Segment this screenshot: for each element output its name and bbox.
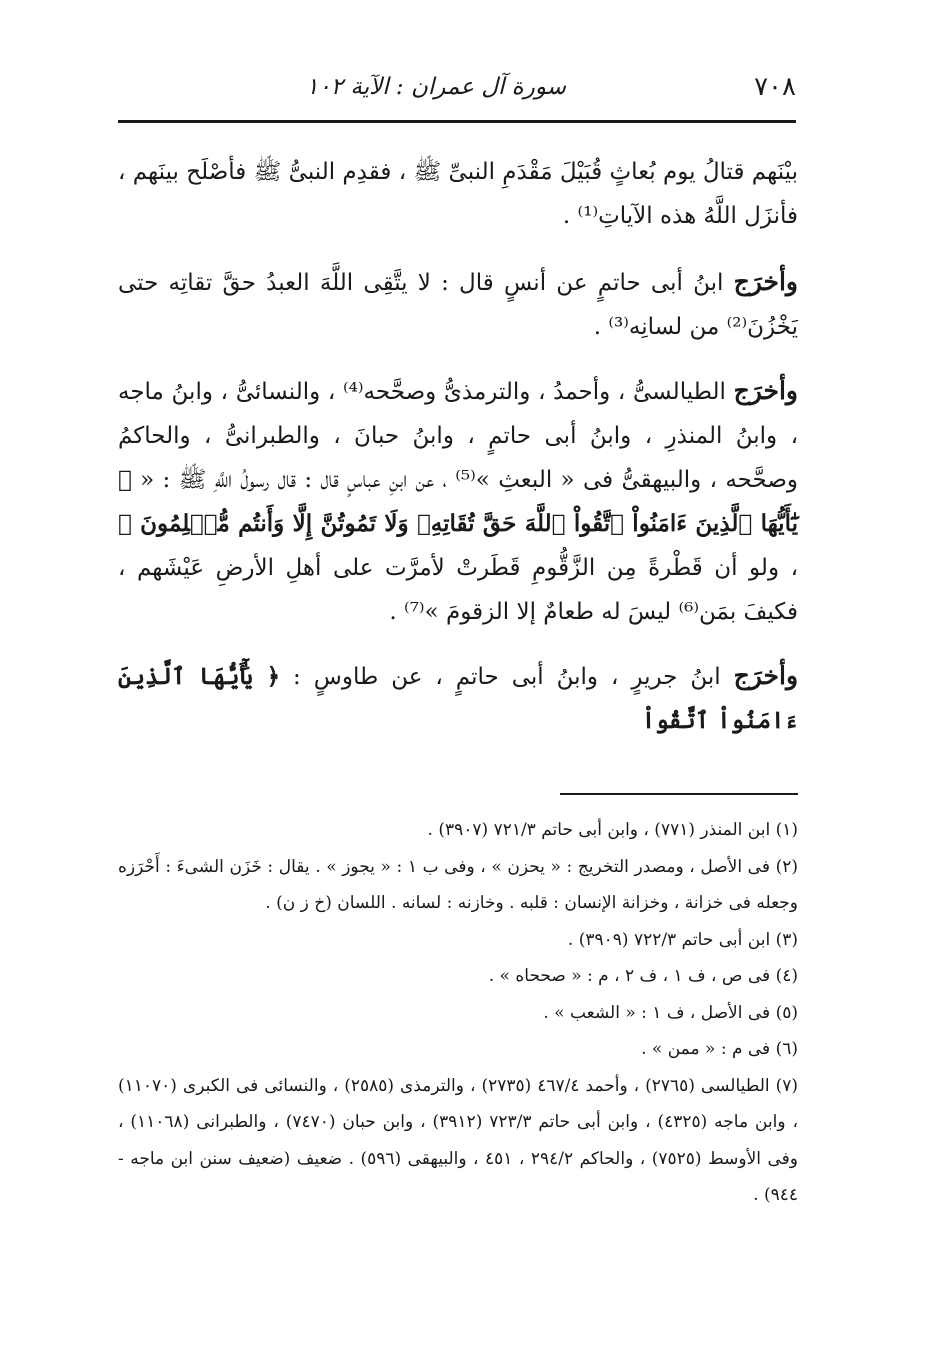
paragraph-3-lead: وأخرَج [733, 376, 798, 405]
page-number: ٧٠٨ [754, 72, 796, 102]
footnote-4: (٤) فى ص ، ف ١ ، ف ٢ ، م : « صححاه » . [488, 966, 798, 986]
paragraph-4 [118, 654, 798, 743]
footnote-6: (٦) فى م : « ممن » . [641, 1039, 798, 1059]
quran-verse: ﴿ يَٰٓأَيُّهَا ٱلَّذِينَ ءَامَنُواْ ٱتَّقُواْ ٱللَّهَ حَقَّ تُقَاتِهِۦ وَلَا تَمُوتُنَّ إِلَّا وَأَنتُم مُّسۡلِمُونَ ﴾ [118, 466, 798, 537]
footnote-2: (٢) فى الأصل ، ومصدر التخريج : « يحزن » ، وفى ب ١ : « يجوز » . يقال : خَزَن الشىءَ : أَحْرَزه وجعله فى خزانة ، وخزانة الإنسان : قلبه . وخازنه : لسانه . اللسان (خ ز ن) . [118, 856, 798, 913]
quran-verse-partial: ﴿ يَٰٓأَيُّهَا ٱلَّذِينَ ءَامَنُواْ ٱتَّقُواْ [118, 663, 798, 734]
paragraph-4-lead: وأخرَج [733, 661, 799, 690]
paragraph-1: بيْنَهم قتالُ يوم بُعاثٍ قُبَيْلَ مَقْدَمِ النبىِّ ﷺ ، فقدِم النبىُّ ﷺ فأصْلَح بينَهم ، فأنزَل اللَّهُ هذه الآياتِ⁽¹⁾ . [118, 159, 798, 229]
paragraph-3 [118, 369, 798, 634]
page-header [118, 70, 796, 110]
paragraph-2-lead: وأخرَج [733, 267, 798, 296]
paragraph-3-text-continued: ، ولو أن قَطْرةً مِن الزَّقُّومِ قَطَرتْ لأمرَّت على أهلِ الأرضِ عَيْشَهم ، فكيفَ بمَن⁽⁶⁾ ليسَ له طعامٌ إلا الزقومَ »⁽⁷⁾ . [118, 555, 798, 625]
main-text [118, 150, 798, 763]
paragraph-4-text: ابنُ جريرٍ ، وابنُ أبى حاتمٍ ، عن طاوسٍ : [280, 664, 734, 690]
footnote-rule [560, 793, 798, 795]
paragraph-2 [118, 260, 798, 349]
running-title: سورة آل عمران : الآية ١٠٢ [305, 74, 566, 100]
footnote-3: (٣) ابن أبى حاتم ٧٢٢/٣ (٣٩٠٩) . [567, 929, 798, 950]
paragraph-3-text: الطيالسىُّ ، وأحمدُ ، والترمذىُّ وصحَّحه⁽⁴⁾ ، والنسائىُّ ، وابنُ ماجه ، وابنُ المنذرِ ، وابنُ أبى حاتمٍ ، وابنُ حبانَ ، والطبرانىُّ ، والحاكمُ وصحَّحه ، والبيهقىُّ فى « البعثِ »⁽⁵⁾ ، عن ابنِ عباسٍ قال : قال رسولُ اللَّهِ ﷺ : « [118, 379, 798, 493]
footnote-1: (١) ابن المنذر (٧٧١) ، وابن أبى حاتم ٧٢١/٣ (٣٩٠٧) . [427, 820, 798, 840]
header-rule [118, 120, 796, 123]
paragraph-2-text: ابنُ أبى حاتمٍ عن أنسٍ قال : لا يتَّقِى اللَّهَ العبدُ حقَّ تقاتِه حتى يَخْزُنَ⁽²⁾ من لسانِه⁽³⁾ . [118, 270, 798, 340]
footnotes [118, 812, 798, 1214]
footnote-5: (٥) فى الأصل ، ف ١ : « الشعب » . [543, 1002, 798, 1023]
footnote-7: (٧) الطيالسى (٢٧٦٥) ، وأحمد ٤٦٧/٤ (٢٧٣٥) ، والترمذى (٢٥٨٥) ، والنسائى فى الكبرى (١١٠٧٠) ، وابن ماجه (٤٣٢٥) ، وابن أبى حاتم ٧٢٣/٣ (٣٩١٢) ، وابن حبان (٧٤٧٠) ، والطبرانى (١١٠٦٨) ، وفى الأوسط (٧٥٢٥) ، والحاكم ٢٩٤/٢ ، ٤٥١ ، والبيهقى (٥٩٦) . ضعيف (ضعيف سنن ابن ماجه - ٩٤٤) . [118, 1075, 799, 1205]
